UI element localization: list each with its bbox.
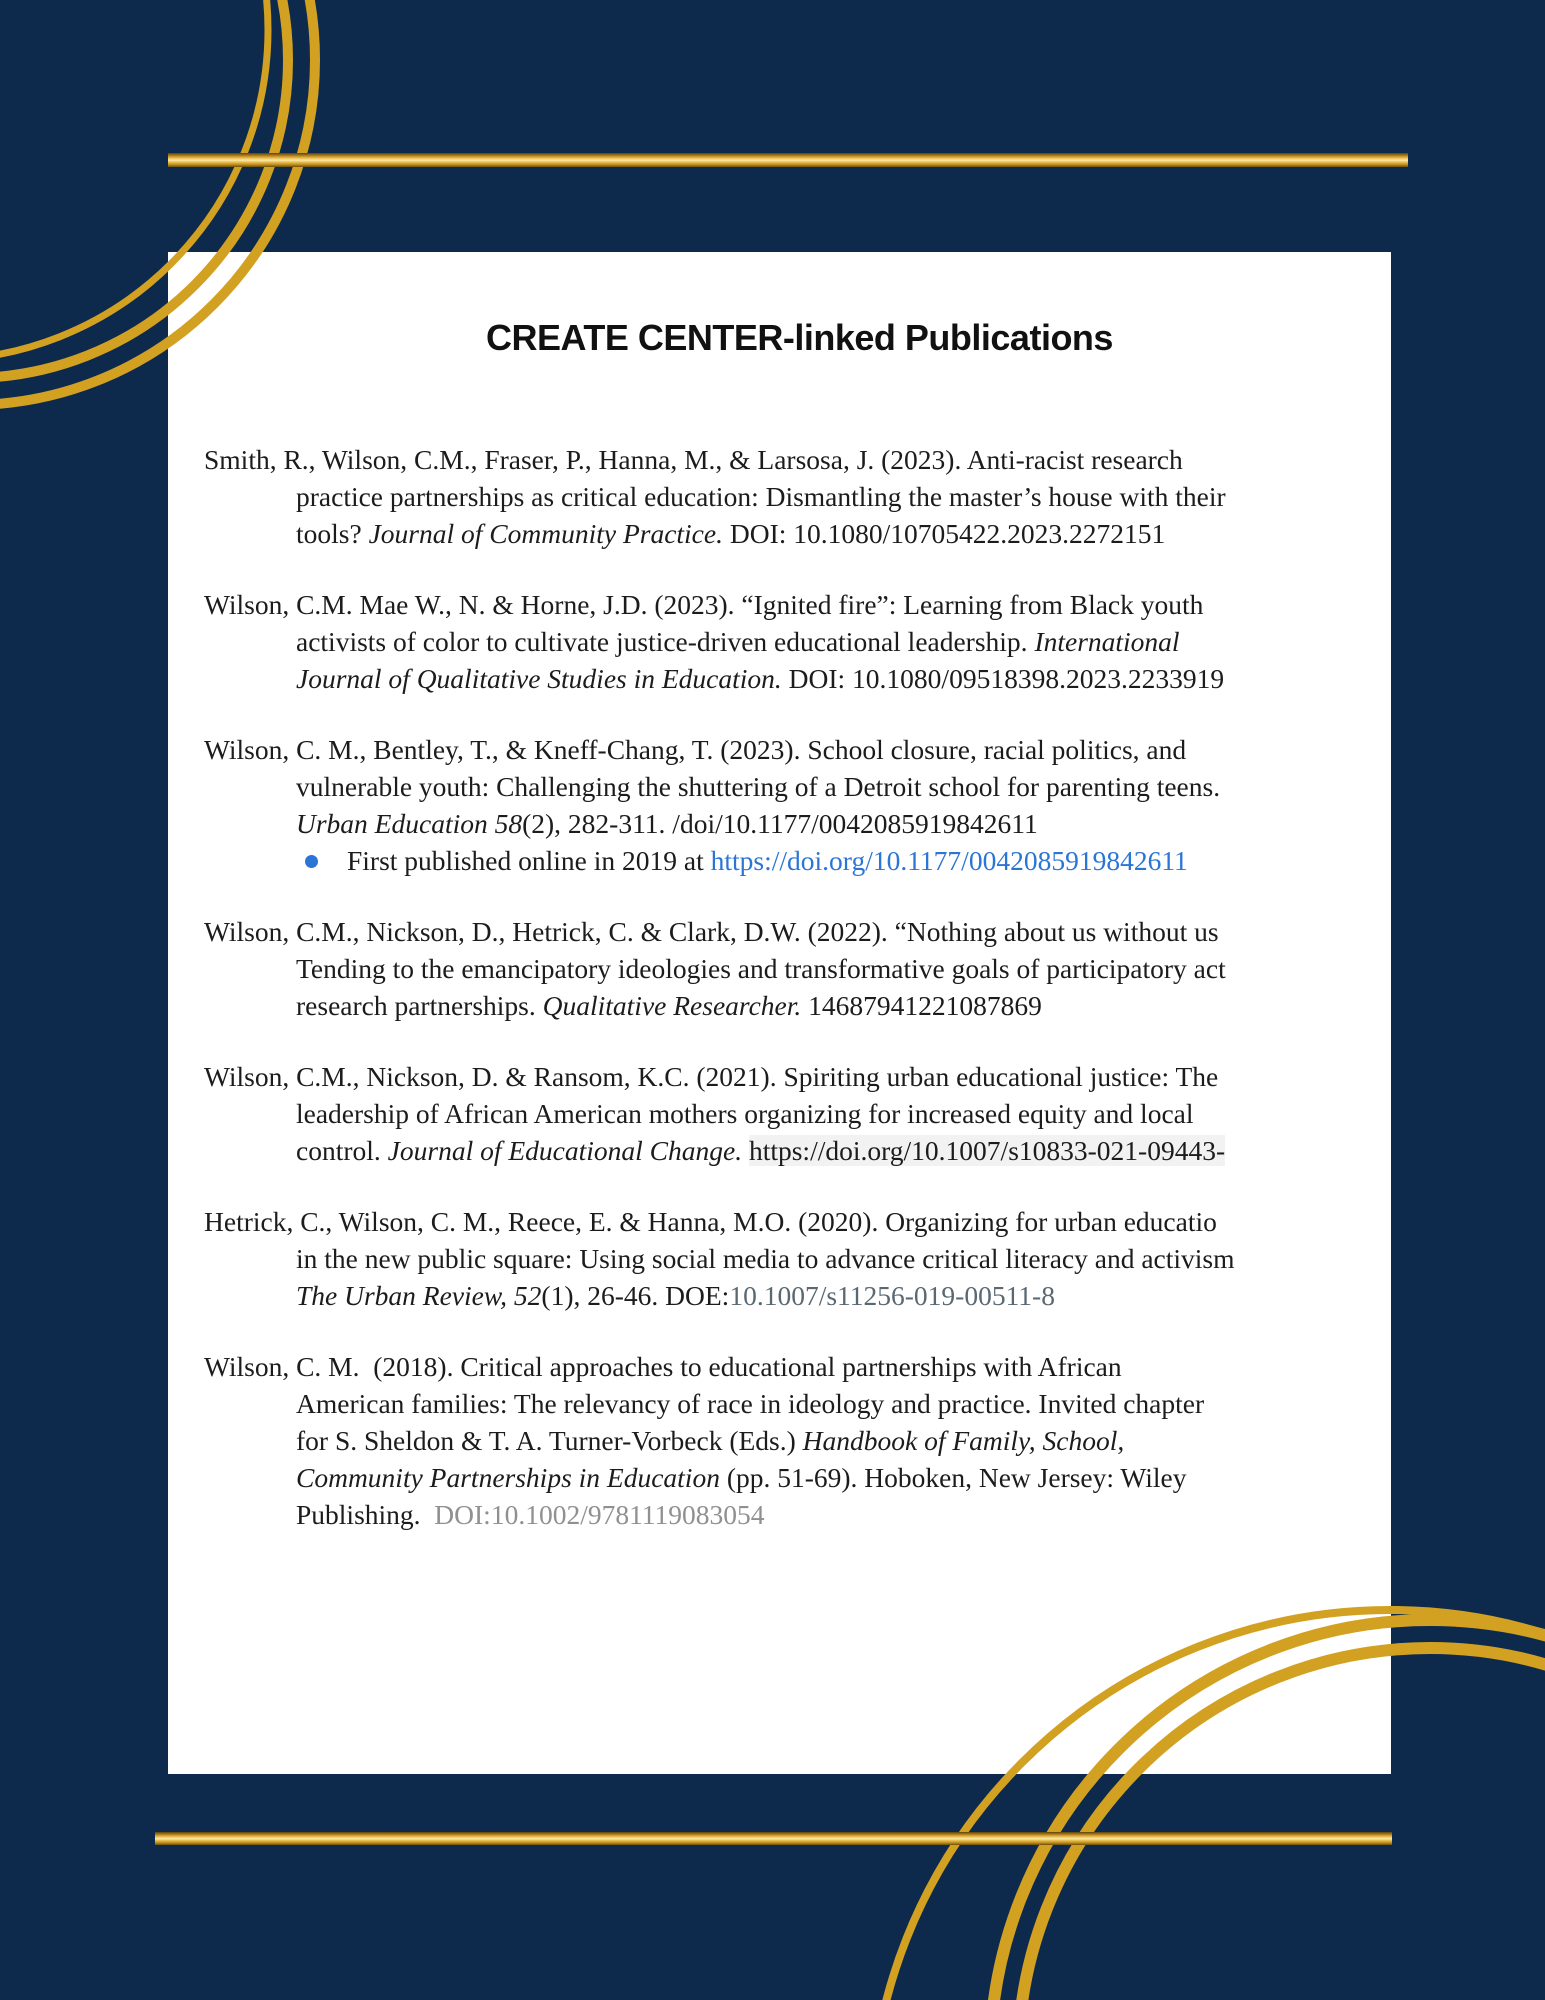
- reference-line: [305, 842, 1391, 879]
- reference-text-segment: The Urban Review, 52: [296, 1280, 542, 1311]
- reference-text-segment: (pp. 51-69). Hoboken, New Jersey: Wiley: [719, 1462, 1187, 1493]
- gold-divider-bottom: [155, 1832, 1392, 1845]
- reference-line: [296, 1132, 1391, 1169]
- reference-text-segment: Wilson, C.M., Nickson, D. & Ransom, K.C. (2021). Spiriting urban educational justice: The: [204, 1061, 1219, 1092]
- reference-text-segment: Qualitative Researcher.: [542, 990, 802, 1021]
- reference-text-segment: 14687941221087869: [801, 990, 1042, 1021]
- reference-line: [296, 478, 1391, 515]
- reference-line: [296, 1095, 1391, 1132]
- reference-text-segment: Wilson, C. M., Bentley, T., & Kneff-Chang, T. (2023). School closure, racial politics, and: [204, 734, 1187, 765]
- reference-item: [204, 913, 1391, 1024]
- reference-text-segment: tools?: [296, 518, 369, 549]
- reference-line: [296, 987, 1391, 1024]
- reference-text-segment: International: [1034, 626, 1180, 657]
- reference-line: [204, 441, 1391, 478]
- reference-line: [296, 950, 1391, 987]
- bullet-dot-icon: [305, 855, 318, 868]
- reference-text-segment: American families: The relevancy of race in ideology and practice. Invited chapter: [296, 1388, 1205, 1419]
- reference-line: [296, 1277, 1391, 1314]
- reference-text-segment: Tending to the emancipatory ideologies and transformative goals of participatory act: [296, 953, 1226, 984]
- reference-text-segment: DOI:10.1002/9781119083054: [434, 1499, 765, 1530]
- reference-line: [296, 1240, 1391, 1277]
- reference-text-segment: leadership of African American mothers organizing for increased equity and local: [296, 1098, 1194, 1129]
- reference-text-segment: in the new public square: Using social media to advance critical literacy and activism: [296, 1243, 1235, 1274]
- reference-text-segment: Journal of Educational Change.: [387, 1135, 743, 1166]
- reference-item: [204, 731, 1391, 879]
- reference-text-segment: Community Partnerships in Education: [296, 1462, 720, 1493]
- reference-text-segment: [742, 1135, 749, 1166]
- doi-link[interactable]: https://doi.org/10.1177/0042085919842611: [710, 845, 1188, 876]
- reference-line: [296, 768, 1391, 805]
- reference-text-segment: Wilson, C.M. Mae W., N. & Horne, J.D. (2023). “Ignited fire”: Learning from Black youth: [204, 589, 1204, 620]
- reference-text-segment: Wilson, C.M., Nickson, D., Hetrick, C. & Clark, D.W. (2022). “Nothing about us without us: [204, 916, 1219, 947]
- reference-item: [204, 1203, 1391, 1314]
- reference-line: [204, 731, 1391, 768]
- reference-text-segment: DOI: 10.1080/10705422.2023.2272151: [722, 518, 1166, 549]
- reference-text-segment: activists of color to cultivate justice-driven educational leadership.: [296, 626, 1035, 657]
- reference-text-segment: (1), 26-46. DOE:: [541, 1280, 730, 1311]
- reference-text-segment: (2), 282-311. /doi/10.1177/0042085919842611: [522, 808, 1038, 839]
- reference-text-segment: research partnerships.: [296, 990, 543, 1021]
- gold-divider-top: [168, 153, 1408, 167]
- content-panel: [168, 252, 1391, 1774]
- reference-line: [296, 660, 1391, 697]
- reference-item: [204, 441, 1391, 552]
- page-title: CREATE CENTER-linked Publications: [486, 317, 1113, 358]
- reference-text-segment: Journal of Qualitative Studies in Education.: [296, 663, 782, 694]
- reference-item: [204, 1058, 1391, 1169]
- reference-item: [204, 1348, 1391, 1533]
- reference-text-segment: Wilson, C. M. (2018). Critical approaches to educational partnerships with African: [204, 1351, 1122, 1382]
- reference-text-segment: Journal of Community Practice.: [368, 518, 723, 549]
- reference-text-segment: Smith, R., Wilson, C.M., Fraser, P., Hanna, M., & Larsosa, J. (2023). Anti-racist research: [204, 444, 1183, 475]
- reference-line: [204, 1203, 1391, 1240]
- reference-line: [204, 913, 1391, 950]
- reference-text-segment: Publishing.: [296, 1499, 435, 1530]
- publications-list: [204, 441, 1391, 1774]
- reference-line: [204, 1058, 1391, 1095]
- reference-text-segment: 10.1007/s11256-019-00511-8: [729, 1280, 1055, 1311]
- reference-line: [296, 1422, 1391, 1459]
- reference-line: [296, 623, 1391, 660]
- reference-line: [296, 1385, 1391, 1422]
- reference-text-segment: for S. Sheldon & T. A. Turner-Vorbeck (Eds.): [296, 1425, 803, 1456]
- reference-text-segment: control.: [296, 1135, 388, 1166]
- reference-line: [204, 586, 1391, 623]
- reference-text-segment: DOI: 10.1080/09518398.2023.2233919: [781, 663, 1225, 694]
- reference-text-segment: Urban Education 58: [296, 808, 523, 839]
- reference-text-segment: practice partnerships as critical education: Dismantling the master’s house with their: [296, 481, 1226, 512]
- reference-line: [204, 1348, 1391, 1385]
- reference-text-segment: Handbook of Family, School,: [802, 1425, 1125, 1456]
- reference-line: [296, 805, 1391, 842]
- reference-text-segment: vulnerable youth: Challenging the shuttering of a Detroit school for parenting teens.: [296, 771, 1221, 802]
- reference-text-segment: Hetrick, C., Wilson, C. M., Reece, E. & Hanna, M.O. (2020). Organizing for urban educatio: [204, 1206, 1217, 1237]
- reference-text-segment: First published online in 2019 at: [347, 845, 711, 876]
- reference-line: [296, 515, 1391, 552]
- reference-line: [296, 1459, 1391, 1496]
- reference-item: [204, 586, 1391, 697]
- reference-line: [296, 1496, 1391, 1533]
- doi-link[interactable]: https://doi.org/10.1007/s10833-021-09443-: [748, 1135, 1226, 1166]
